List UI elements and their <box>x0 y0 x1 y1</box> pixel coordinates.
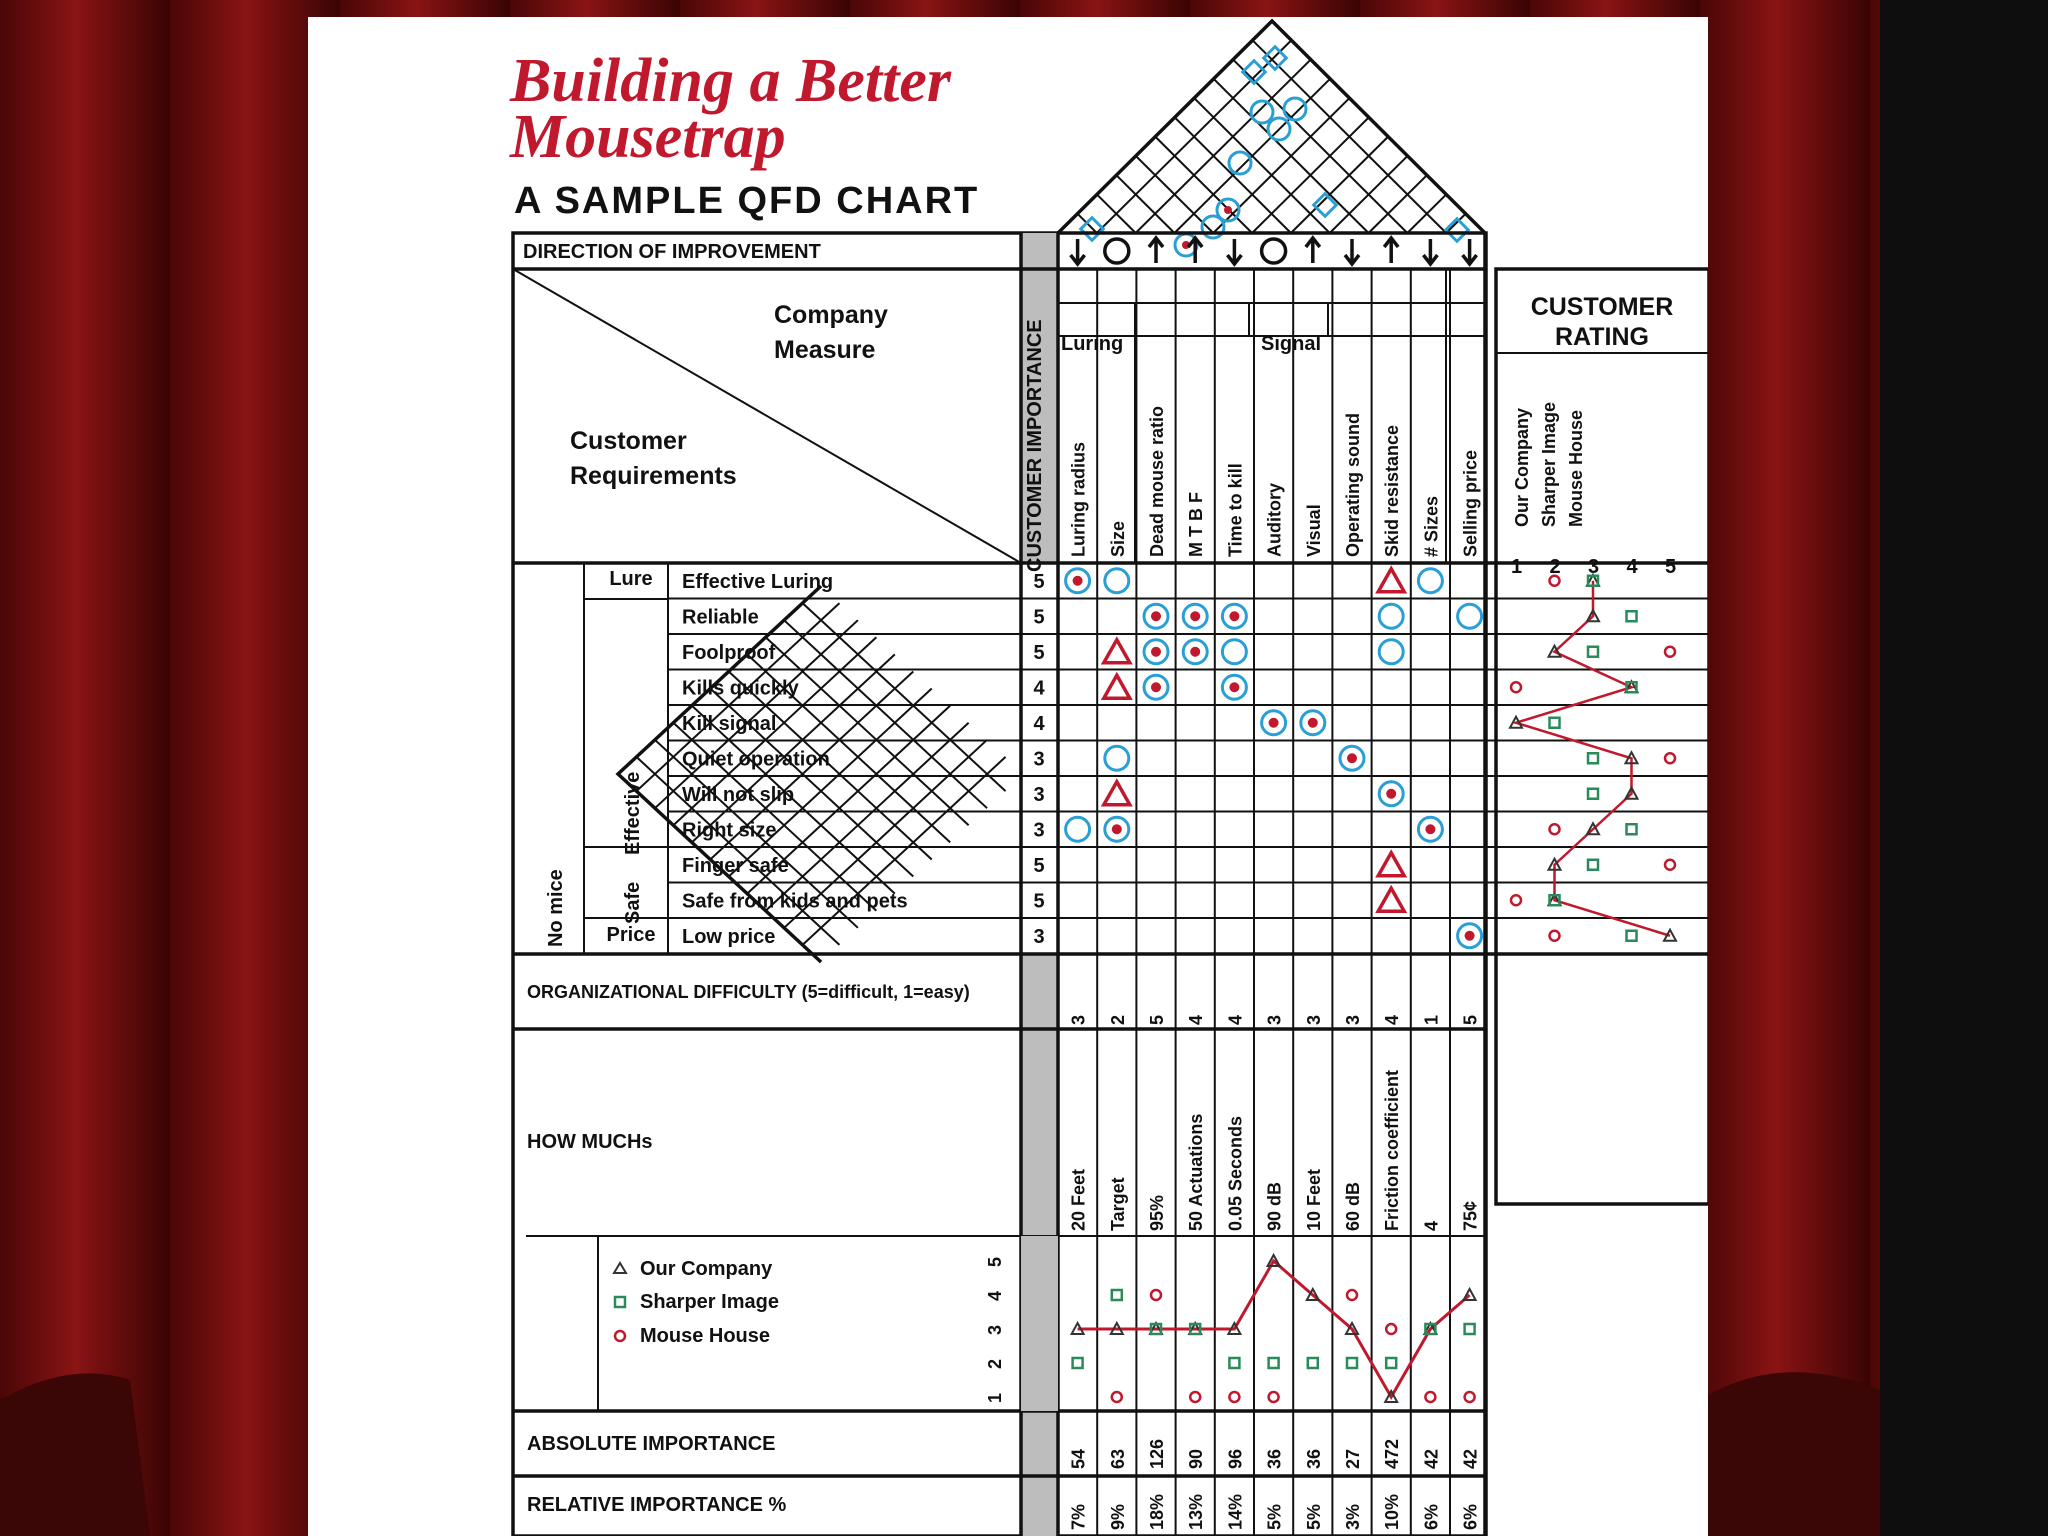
how-much-label: HOW MUCHs <box>527 1131 653 1153</box>
measure-label: Time to kill <box>1225 463 1246 557</box>
org-difficulty-value: 3 <box>1303 1014 1324 1025</box>
roof-correlation-circle <box>1251 101 1273 123</box>
relationship-strong-dot <box>1151 682 1161 692</box>
org-difficulty-value: 3 <box>1343 1014 1363 1025</box>
bench-legend-label: Our Company <box>640 1258 773 1280</box>
title-line-2: Mousetrap <box>510 103 786 171</box>
group-signal: Signal <box>1261 333 1322 355</box>
relationship-weak <box>1104 782 1130 805</box>
measure-label: Size <box>1107 520 1128 557</box>
qfd-chart <box>308 17 1708 1536</box>
requirement-label: Will not slip <box>682 783 795 806</box>
org-difficulty-value: 3 <box>1068 1014 1089 1025</box>
bench-scale-label: 3 <box>985 1324 1005 1335</box>
bench-legend-sharper-image-icon <box>615 1297 625 1307</box>
mouse-house-bench-marker <box>1347 1290 1357 1300</box>
mouse-house-bench-marker <box>1151 1290 1161 1300</box>
how-much-value: 50 Actuations <box>1186 1113 1207 1231</box>
bench-scale-label: 5 <box>985 1256 1005 1267</box>
measure-label: Selling price <box>1460 449 1481 557</box>
importance-value: 5 <box>1033 854 1045 877</box>
importance-value: 4 <box>1033 677 1045 700</box>
sharper-image-bench-marker <box>1347 1358 1357 1368</box>
mouse-house-rating-marker <box>1511 682 1521 692</box>
direction-target-icon <box>1262 239 1286 263</box>
importance-value: 3 <box>1033 819 1045 842</box>
org-difficulty-value: 5 <box>1460 1014 1481 1025</box>
rating-scale-label: 5 <box>1665 556 1677 578</box>
mouse-house-bench-marker <box>1190 1392 1200 1402</box>
requirement-label: Reliable <box>682 606 759 629</box>
direction-label: DIRECTION OF IMPROVEMENT <box>523 241 821 263</box>
roof-correlation-diamond <box>1264 47 1287 70</box>
importance-value: 5 <box>1033 570 1045 593</box>
how-much-value: 95% <box>1147 1194 1167 1231</box>
absolute-importance-value: 36 <box>1303 1448 1324 1469</box>
org-difficulty-value: 2 <box>1107 1014 1128 1025</box>
relative-importance-value: 3% <box>1343 1503 1363 1530</box>
requirement-rows <box>682 571 1045 948</box>
relative-importance-value: 10% <box>1382 1493 1403 1530</box>
qfd-sheet <box>308 17 1708 1536</box>
importance-value: 5 <box>1033 890 1045 913</box>
measure-label: Luring radius <box>1068 441 1089 557</box>
relationship-matrix <box>1066 569 1482 948</box>
bench-scale-label: 1 <box>985 1392 1005 1403</box>
requirement-label: Safe from kids and pets <box>682 890 908 913</box>
sharper-image-bench-marker <box>1229 1358 1239 1368</box>
relationship-strong-dot <box>1425 824 1435 834</box>
requirement-label: Finger safe <box>682 854 789 877</box>
rating-legend-label: Our Company <box>1512 407 1532 527</box>
how-much-value: 10 Feet <box>1303 1168 1324 1231</box>
org-difficulty-value: 1 <box>1421 1014 1442 1025</box>
sharper-image-rating-marker <box>1588 860 1598 870</box>
company-measure-line-2: Measure <box>774 336 876 364</box>
direction-row <box>1071 238 1477 264</box>
relationship-weak <box>1104 675 1130 698</box>
importance-value: 4 <box>1033 712 1045 735</box>
our-company-bench-marker <box>1464 1289 1476 1300</box>
bottom-values <box>1069 1015 1481 1530</box>
bottom-labels <box>527 982 970 1516</box>
relationship-strong-dot <box>1229 682 1239 692</box>
customer-importance-label: CUSTOMER IMPORTANCE <box>1024 319 1046 572</box>
requirement-label: Quiet operation <box>682 748 830 771</box>
absolute-importance-value: 54 <box>1068 1448 1089 1469</box>
relationship-medium <box>1379 604 1403 628</box>
relationship-medium <box>1418 569 1442 593</box>
roof-correlation-circle <box>1229 152 1251 174</box>
measure-label: Auditory <box>1264 483 1285 557</box>
relationship-medium <box>1066 817 1090 841</box>
correlation-roof <box>1058 21 1485 256</box>
bench-legend-mouse-house-icon <box>615 1331 625 1341</box>
absolute-importance-value: 90 <box>1186 1448 1207 1469</box>
requirement-label: Low price <box>682 925 776 948</box>
absolute-importance-value: 42 <box>1421 1448 1442 1469</box>
relative-label: RELATIVE IMPORTANCE % <box>527 1494 787 1516</box>
sharper-image-rating-marker <box>1588 789 1598 799</box>
group-luring: Luring <box>1061 333 1124 355</box>
measure-headers <box>1069 406 1481 557</box>
rating-legend-label: Mouse House <box>1566 409 1586 527</box>
org-difficulty-label: ORGANIZATIONAL DIFFICULTY (5=difficult, 1=easy) <box>527 982 970 1002</box>
subgroup-price: Price <box>606 924 656 946</box>
org-difficulty-value: 3 <box>1264 1014 1285 1025</box>
org-difficulty-value: 5 <box>1147 1014 1167 1025</box>
relationship-weak <box>1378 853 1404 876</box>
relative-importance-value: 13% <box>1186 1493 1207 1530</box>
absolute-importance-value: 126 <box>1147 1438 1167 1469</box>
relationship-strong-dot <box>1229 611 1239 621</box>
relationship-strong-dot <box>1465 931 1475 941</box>
requirement-label: Right size <box>682 819 777 842</box>
relationship-medium <box>1379 640 1403 664</box>
absolute-importance-value: 27 <box>1343 1448 1363 1469</box>
importance-value: 3 <box>1033 925 1045 948</box>
absolute-importance-value: 96 <box>1225 1448 1246 1469</box>
relative-importance-value: 18% <box>1147 1493 1167 1530</box>
relationship-weak <box>1104 640 1130 663</box>
relative-importance-value: 6% <box>1421 1503 1442 1530</box>
relative-importance-value: 6% <box>1460 1503 1481 1530</box>
requirement-label: Effective Luring <box>682 570 834 593</box>
how-much-value: 90 dB <box>1264 1181 1285 1231</box>
how-much-value: Target <box>1107 1177 1128 1231</box>
measure-label: Dead mouse ratio <box>1147 405 1167 557</box>
customer-requirements-line-1: Customer <box>570 427 687 455</box>
how-much-value: 0.05 Seconds <box>1225 1115 1246 1231</box>
mouse-house-rating-marker <box>1665 860 1675 870</box>
absolute-label: ABSOLUTE IMPORTANCE <box>527 1433 776 1455</box>
absolute-importance-value: 36 <box>1264 1448 1285 1469</box>
relationship-medium <box>1105 569 1129 593</box>
measure-label: Operating sound <box>1343 413 1363 557</box>
requirement-label: Kill signal <box>682 712 777 735</box>
mouse-house-rating-marker <box>1550 824 1560 834</box>
sharper-image-rating-marker <box>1588 647 1598 657</box>
bench-legend-label: Mouse House <box>640 1325 771 1347</box>
sharper-image-bench-marker <box>1465 1324 1475 1334</box>
bench-scale-label: 4 <box>985 1290 1005 1301</box>
sharper-image-bench-marker <box>1073 1358 1083 1368</box>
mouse-house-rating-marker <box>1665 753 1675 763</box>
sharper-image-rating-marker <box>1627 824 1637 834</box>
relative-importance-value: 5% <box>1303 1503 1324 1530</box>
importance-value: 3 <box>1033 783 1045 806</box>
measure-label: # Sizes <box>1421 495 1442 557</box>
company-measure-line-1: Company <box>774 301 888 329</box>
mouse-house-rating-marker <box>1511 895 1521 905</box>
title-line-1: Building a Better <box>510 47 951 115</box>
relationship-strong-dot <box>1073 576 1083 586</box>
measure-label: Skid resistance <box>1382 424 1403 557</box>
roof-correlation-dot <box>1224 206 1232 214</box>
absolute-importance-value: 63 <box>1107 1448 1128 1469</box>
rating-legend <box>1511 402 1676 578</box>
absolute-importance-value: 472 <box>1382 1438 1403 1469</box>
direction-target-icon <box>1105 239 1129 263</box>
relationship-medium <box>1105 746 1129 770</box>
sharper-image-rating-marker <box>1627 611 1637 621</box>
sharper-image-bench-marker <box>1269 1358 1279 1368</box>
how-much-value: 20 Feet <box>1068 1168 1089 1231</box>
how-much-value: Friction coefficient <box>1382 1069 1403 1231</box>
sharper-image-rating-marker <box>1627 931 1637 941</box>
relationship-strong-dot <box>1308 718 1318 728</box>
relationship-strong-dot <box>1269 718 1279 728</box>
requirement-groups <box>545 568 655 947</box>
sharper-image-bench-marker <box>1112 1290 1122 1300</box>
roof-correlation-circle <box>1284 98 1306 120</box>
relative-importance-value: 7% <box>1068 1503 1089 1530</box>
mouse-house-bench-marker <box>1269 1392 1279 1402</box>
sharper-image-bench-marker <box>1308 1358 1318 1368</box>
rating-scale-label: 3 <box>1588 556 1600 578</box>
bench-legend-our-company-icon <box>614 1263 626 1273</box>
relationship-strong-dot <box>1347 753 1357 763</box>
how-much-value: 60 dB <box>1343 1181 1363 1231</box>
subgroup-safe: Safe <box>622 881 644 924</box>
requirement-label: Foolproof <box>682 641 776 664</box>
roof-outline <box>1058 21 1485 233</box>
relationship-medium <box>1222 640 1246 664</box>
how-much-value: 4 <box>1421 1220 1442 1231</box>
sharper-image-rating-marker <box>1588 753 1598 763</box>
subgroup-lure: Lure <box>609 568 653 590</box>
measure-label: Visual <box>1303 504 1324 557</box>
relationship-strong-dot <box>1151 611 1161 621</box>
org-difficulty-value: 4 <box>1186 1014 1207 1025</box>
relationship-strong-dot <box>1112 824 1122 834</box>
mouse-house-bench-marker <box>1425 1392 1435 1402</box>
mouse-house-rating-marker <box>1550 931 1560 941</box>
relationship-strong-dot <box>1386 789 1396 799</box>
org-difficulty-value: 4 <box>1225 1014 1246 1025</box>
customer-rating-line-1: CUSTOMER <box>1530 293 1674 321</box>
rating-scale-label: 4 <box>1626 556 1638 578</box>
bench-scale-label: 2 <box>985 1358 1005 1369</box>
bench-shade <box>1021 1236 1058 1411</box>
bench-legend-label: Sharper Image <box>640 1291 779 1313</box>
rating-scale-label: 2 <box>1549 556 1561 578</box>
importance-value: 3 <box>1033 748 1045 771</box>
requirement-label: Kills quickly <box>682 677 799 700</box>
relationship-strong-dot <box>1190 611 1200 621</box>
relationship-medium <box>1458 604 1482 628</box>
relative-importance-value: 9% <box>1107 1503 1128 1530</box>
relationship-weak <box>1378 569 1404 592</box>
measure-label: M T B F <box>1186 492 1207 557</box>
relationship-strong-dot <box>1151 647 1161 657</box>
customer-requirements-line-2: Requirements <box>570 462 737 490</box>
org-difficulty-value: 4 <box>1382 1014 1403 1025</box>
mouse-house-bench-marker <box>1386 1324 1396 1334</box>
customer-rating-line-2: RATING <box>1555 323 1649 351</box>
relative-importance-value: 5% <box>1264 1503 1285 1530</box>
relationship-weak <box>1378 888 1404 911</box>
sharper-image-bench-marker <box>1386 1358 1396 1368</box>
mouse-house-bench-marker <box>1229 1392 1239 1402</box>
relationship-strong-dot <box>1190 647 1200 657</box>
importance-value: 5 <box>1033 606 1045 629</box>
relative-importance-value: 14% <box>1225 1493 1246 1530</box>
absolute-importance-value: 42 <box>1460 1448 1481 1469</box>
group-no-mice: No mice <box>545 869 567 947</box>
mouse-house-bench-marker <box>1112 1392 1122 1402</box>
how-much-value: 75¢ <box>1460 1200 1481 1231</box>
sharper-image-rating-marker <box>1550 718 1560 728</box>
customer-rating-plot <box>1510 575 1676 941</box>
subtitle: A SAMPLE QFD CHART <box>514 180 980 222</box>
mouse-house-rating-marker <box>1665 647 1675 657</box>
subgroup-effective: Effective <box>622 771 644 855</box>
rating-legend-label: Sharper Image <box>1539 401 1559 527</box>
importance-value: 5 <box>1033 641 1045 664</box>
rating-scale-label: 1 <box>1511 556 1523 578</box>
mouse-house-bench-marker <box>1465 1392 1475 1402</box>
